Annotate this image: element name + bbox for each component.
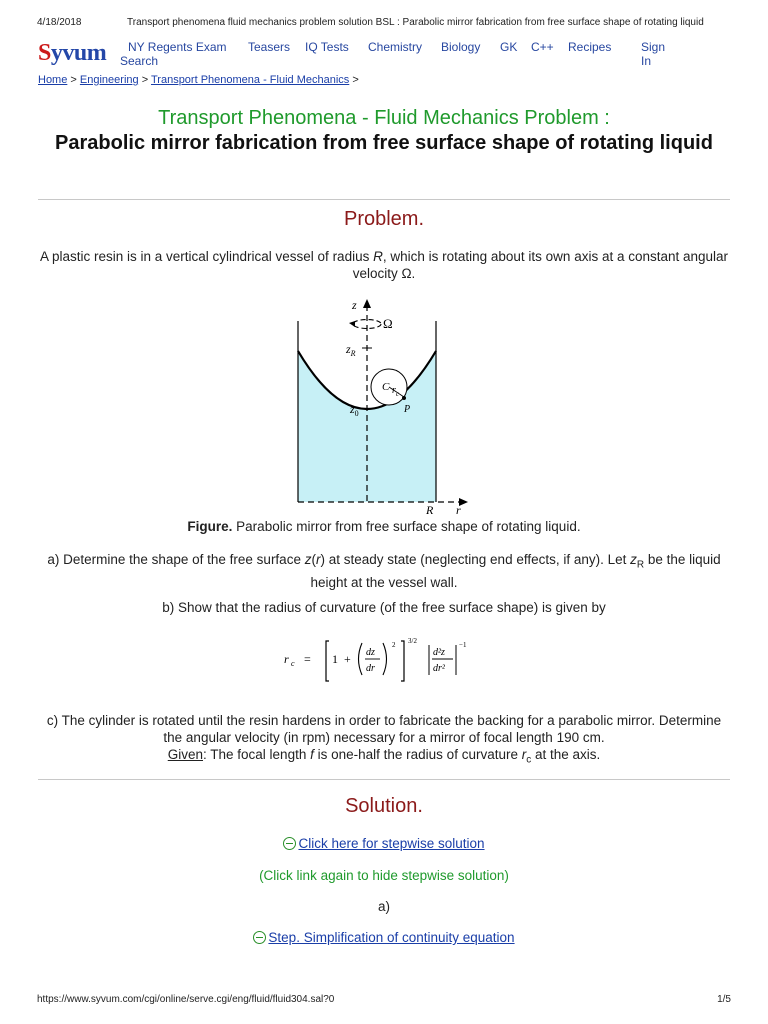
svg-text:dz: dz	[366, 647, 375, 658]
breadcrumb-fluid-mechanics[interactable]: Transport Phenomena - Fluid Mechanics	[150, 74, 350, 86]
solution-heading: Solution.	[345, 795, 423, 817]
step-continuity-link[interactable]: Step. Simplification of continuity equation	[268, 930, 515, 945]
breadcrumb-engineering[interactable]: Engineering	[79, 74, 139, 86]
figure-caption: Figure. Parabolic mirror from free surface shape of rotating liquid.	[187, 519, 581, 534]
curvature-equation	[282, 633, 482, 685]
nav-recipes[interactable]: Recipes	[568, 40, 612, 54]
z-axis-arrow-icon	[363, 299, 371, 308]
nav-teasers[interactable]: Teasers	[248, 40, 291, 54]
nav-cpp[interactable]: C++	[531, 40, 554, 54]
breadcrumb: Home > Engineering > Transport Phenomena - Fluid Mechanics >	[38, 74, 359, 86]
nav-chemistry[interactable]: Chemistry	[368, 40, 423, 54]
solution-part-a: a)	[377, 899, 390, 914]
part-b-question: b) Show that the radius of curvature (of the free surface shape) is given by	[162, 600, 606, 615]
collapse-toggle-icon[interactable]	[283, 837, 296, 850]
print-page-title: Transport phenomena fluid mechanics problem solution BSL : Parabolic mirror fabrication from free surface shape of rotating liquid	[127, 17, 704, 28]
site-header	[38, 38, 730, 68]
label-r: r	[456, 503, 461, 515]
title-line-1: Transport Phenomena - Fluid Mechanics Problem :	[158, 107, 610, 129]
svg-text:c: c	[291, 659, 295, 668]
problem-heading: Problem.	[343, 208, 425, 230]
label-zR: $z_R$	[346, 342, 356, 358]
divider	[38, 779, 730, 780]
svg-text:dr: dr	[366, 663, 375, 674]
svg-text:3/2: 3/2	[408, 637, 417, 645]
label-rc: $r_c$	[392, 385, 400, 398]
nav-biology[interactable]: Biology	[441, 40, 481, 54]
title-line-2: Parabolic mirror fabrication from free surface shape of rotating liquid	[55, 132, 713, 154]
breadcrumb-home[interactable]: Home	[38, 74, 68, 86]
label-z0: $z_0$	[350, 402, 359, 418]
syvum-logo[interactable]: Syvum	[38, 40, 107, 66]
print-date: 4/18/2018	[37, 17, 82, 28]
divider	[38, 199, 730, 200]
nav-in[interactable]: In	[641, 54, 652, 68]
rotation-arrowhead-icon	[349, 321, 355, 327]
svg-text:−1: −1	[459, 641, 467, 649]
collapse-toggle-icon[interactable]	[253, 931, 266, 944]
svg-text:d²z: d²z	[433, 647, 445, 658]
problem-intro: A plastic resin is in a vertical cylindrical vessel of radius R, which is rotating about its own axis at a constant angular velocity Ω.	[39, 249, 729, 281]
rotating-vessel-figure	[280, 295, 480, 515]
svg-text:=: =	[304, 652, 311, 666]
step-row	[38, 929, 730, 946]
part-a-question: a) Determine the shape of the free surface z(r) at steady state (neglecting end effects, if any). Let $z_R$ be the liquid height at the vessel wall.	[47, 552, 721, 590]
part-c-question: c) The cylinder is rotated until the resin hardens in order to fabricate the backing for a parabolic mirror. Determine the angular velocity (in rpm) necessary for a mirror of focal length 190 cm. Given: The focal length f is one-half the radius of curvature $r_c$ at the axis.	[46, 713, 722, 766]
svg-text:r: r	[284, 652, 289, 666]
point-P	[402, 396, 406, 400]
nav-ny-regents[interactable]: NY Regents Exam	[128, 40, 227, 54]
page-title	[0, 106, 768, 155]
svg-text:2: 2	[392, 641, 396, 649]
label-z: z	[352, 298, 357, 312]
stepwise-solution-row	[38, 835, 730, 852]
nav-iq-tests[interactable]: IQ Tests	[305, 40, 349, 54]
page-number: 1/5	[717, 994, 731, 1005]
label-R: R	[426, 503, 434, 515]
svg-text:+: +	[344, 652, 351, 666]
svg-text:dr²: dr²	[433, 663, 445, 674]
page-url: https://www.syvum.com/cgi/online/serve.cgi/eng/fluid/fluid304.sal?0	[37, 994, 335, 1005]
hide-solution-note: (Click link again to hide stepwise solution)	[259, 868, 509, 883]
given-label: Given	[167, 747, 204, 762]
svg-text:1: 1	[332, 652, 338, 666]
nav-sign[interactable]: Sign	[641, 40, 666, 54]
stepwise-solution-link[interactable]: Click here for stepwise solution	[298, 836, 485, 851]
label-C: C	[382, 381, 390, 393]
nav-gk[interactable]: GK	[500, 40, 518, 54]
label-P: P	[404, 404, 411, 415]
nav-search[interactable]: Search	[120, 54, 159, 68]
label-omega: Ω	[383, 316, 393, 331]
